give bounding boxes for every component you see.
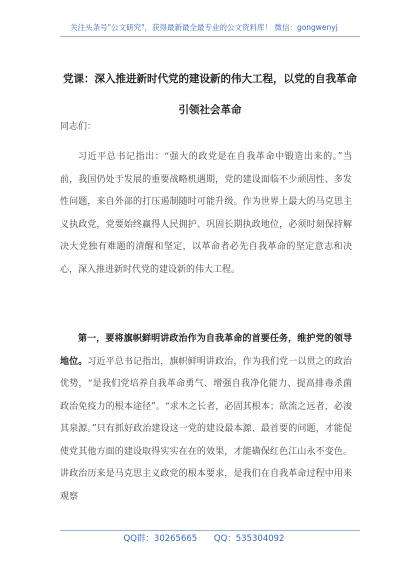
paragraph-1: 习近平总书记指出：“强大的政党是在自我革命中锻造出来的。”当前，我国仍处于发展的重要战略机遇期，党的建设面临不少顽固性、多发性问题，来自外部的打压遏制随时可能升级。作为世界上最大的马克思主义执政党，党要始终赢得人民拥护、巩固长期执政地位，必须时刻保持解决大党独有难题的清醒和坚定，以革命者必先自我革命的坚定意志和决心，深入推进新时代党的建设新的伟大工程。 xyxy=(60,152,352,275)
page-footer: QQ群：30265665 QQ：535304092 xyxy=(123,534,285,544)
greeting: 同志们： xyxy=(60,122,97,132)
paragraph-2 xyxy=(60,328,352,508)
paragraph-2-heading: 第一，要将旗帜鲜明讲政治作为自我革命的首要任务，维护党的领导地位。 xyxy=(60,334,352,367)
footer-divider xyxy=(60,530,360,531)
header-divider xyxy=(60,36,360,37)
page-header: 关注头条号"公文研究"，获得最新最全最专业的公文资料库！ 微信：gongwenyj xyxy=(70,23,338,32)
paragraph-2-text: 习近平总书记指出，旗帜鲜明讲政治，作为我们党一以贯之的政治优势，“是我们党培养自我革命勇气、增强自我净化能力、提高排毒杀菌政治免疫力的根本途径”。“求木之长者，必固其根本；欲流之远者，必浚其泉源。”只有抓好政治建设这一党的建设最本源、最首要的问题，才能促使党其他方面的建设取得实实在在的效果，才能确保红色江山永不变色。讲政治历来是马克思主义政党的根本要求，是我们在自我革命过程中用来观察 xyxy=(60,356,352,502)
document-title: 党课：深入推进新时代党的建设新的伟大工程，以党的自我革命引领社会革命 xyxy=(63,73,357,116)
